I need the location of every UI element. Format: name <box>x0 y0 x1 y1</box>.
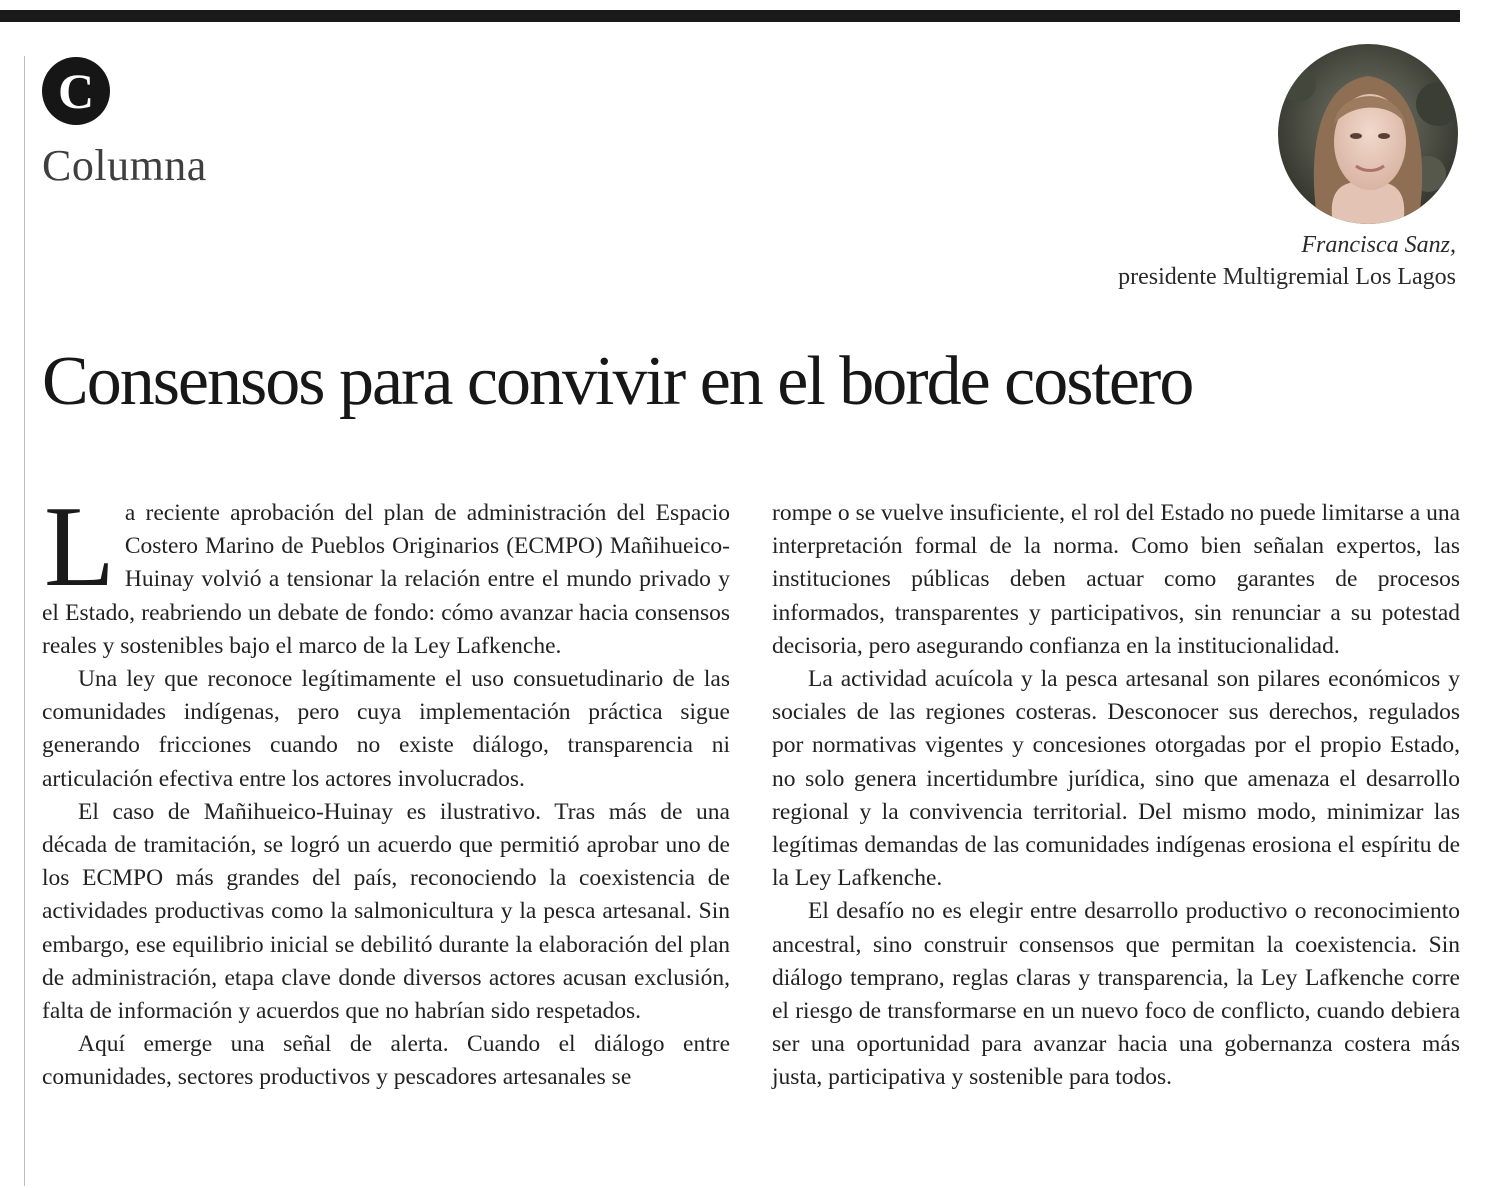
drop-cap: L <box>44 483 115 611</box>
column-rule <box>24 56 25 1186</box>
paragraph: El caso de Mañihueico-Huinay es ilustrativo. Tras más de una década de tramitación, se logró un acuerdo que permitió aprobar uno de los ECMPO más grandes del país, reconociendo la coexistencia de actividades productivas como la salmonicultura y la pesca artesanal. Sin embargo, ese equilibrio inicial se debilitó durante la elaboración del plan de administración, etapa clave donde diversos actores acusan exclusión, falta de información y acuerdos que no habrían sido respetados. <box>42 798 730 1025</box>
paragraph: Aquí emerge una señal de alerta. Cuando el diálogo entre comunidades, sectores productivos y pescadores artesanales se <box>42 1031 730 1091</box>
paragraph: Una ley que reconoce legítimamente el uso consuetudinario de las comunidades indígenas, pero cuya implementación práctica sigue generando fricciones cuando no existe diálogo, transparencia ni articulación efectiva entre los actores involucrados. <box>42 666 730 792</box>
author-photo <box>1278 44 1458 224</box>
paragraph <box>42 483 730 663</box>
section-label: Columna <box>42 141 207 190</box>
paragraph: rompe o se vuelve insuficiente, el rol del Estado no puede limitarse a una interpretación formal de la norma. Como bien señalan expertos, las instituciones públicas deben actuar como garantes de procesos informados, transparentes y participativos, sin renunciar a su potestad decisoria, pero asegurando confianza en la institucionalidad. <box>772 500 1460 659</box>
top-rule <box>0 10 1460 22</box>
author-name: Francisca Sanz, <box>1301 232 1456 258</box>
article-column-2 <box>772 497 1460 1095</box>
paragraph: El desafío no es elegir entre desarrollo productivo o reconocimiento ancestral, sino construir consensos que permitan la coexistencia. Sin diálogo temprano, reglas claras y transparencia, la Ley Lafkenche corre el riesgo de transformarse en un nuevo foco de conflicto, cuando debiera ser una oportunidad para avanzar hacia una gobernanza costera más justa, participativa y sostenible para todos. <box>772 898 1460 1091</box>
article-column-1 <box>42 483 730 1095</box>
author-role: presidente Multigremial Los Lagos <box>1118 264 1456 290</box>
paragraph-text: a reciente aprobación del plan de administración del Espacio Costero Marino de Pueblos Originarios (ECMPO) Mañihueico-Huinay volvió a tensionar la relación entre el mundo privado y el Estado, reabriendo un debate de fondo: cómo avanzar hacia consensos reales y sostenibles bajo el marco de la Ley Lafkenche. <box>42 500 730 659</box>
headline: Consensos para convivir en el borde costero <box>42 343 1193 420</box>
paragraph: La actividad acuícola y la pesca artesanal son pilares económicos y sociales de las regiones costeras. Desconocer sus derechos, regulados por normativas vigentes y concesiones otorgadas por el propio Estado, no solo genera incertidumbre jurídica, sino que amenaza el desarrollo regional y la convivencia territorial. Del mismo modo, minimizar las legítimas demandas de las comunidades indígenas erosiona el espíritu de la Ley Lafkenche. <box>772 666 1460 892</box>
section-badge: C <box>42 57 110 125</box>
